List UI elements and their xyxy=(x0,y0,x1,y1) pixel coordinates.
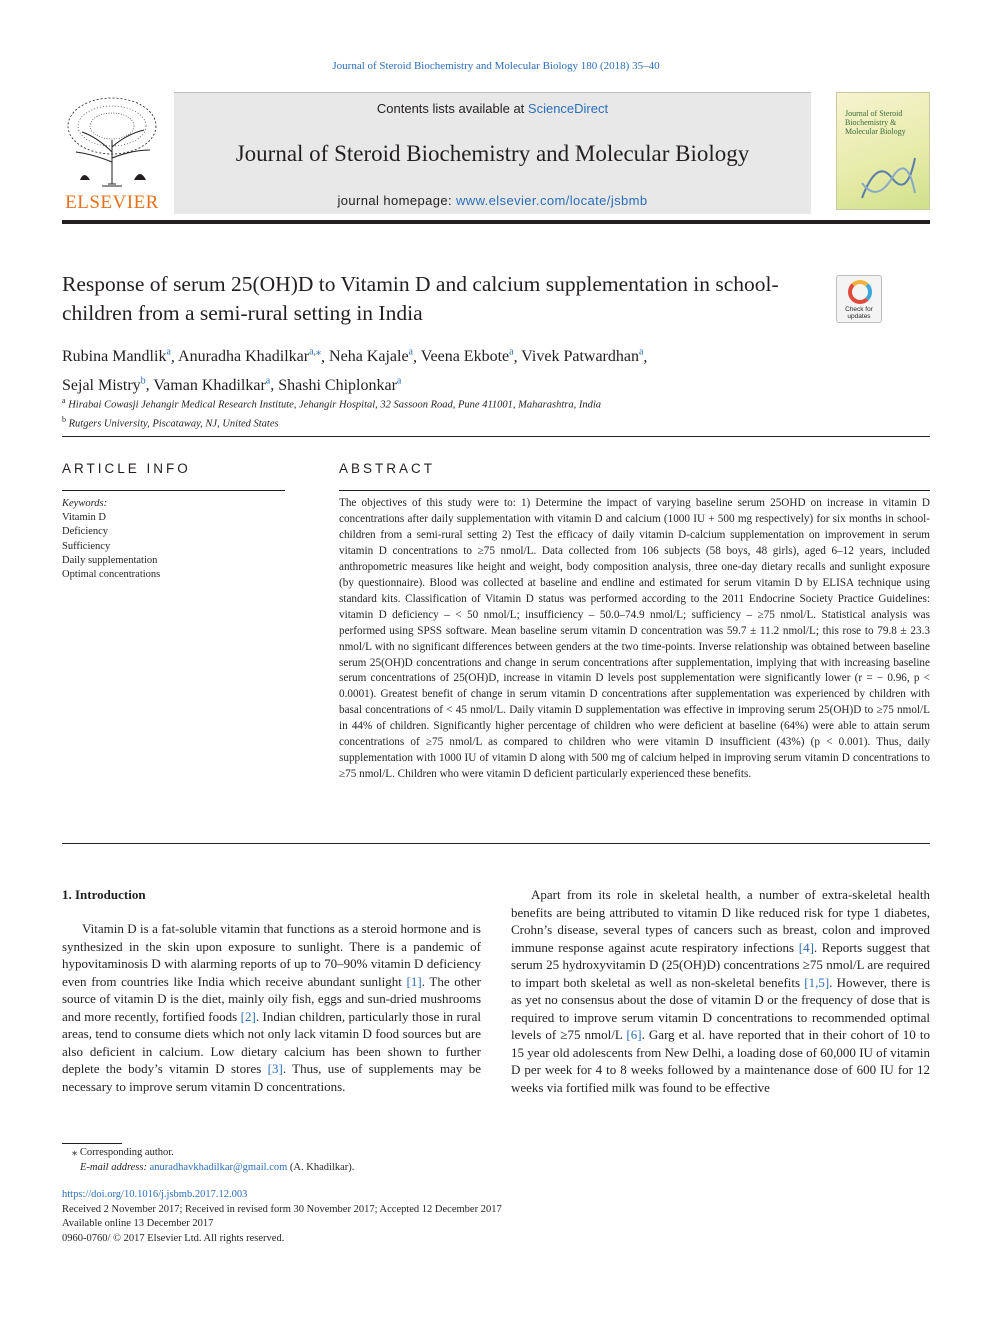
copyright: 0960-0760/ © 2017 Elsevier Ltd. All rights reserved. xyxy=(62,1232,285,1244)
affiliations xyxy=(62,394,922,431)
divider xyxy=(339,490,930,491)
abstract-text: The objectives of this study were to: 1) Determine the impact of varying baseline serum 25OHD on increase in vitamin D concentrations after daily supplementation with vitamin D and calcium (1000 IU + 500 mg respectively) for six months in school-children from a semi-rural setting 2) Test the efficacy of daily vitamin D-calcium supplementation on improvement in serum vitamin D concentrations to ≥75 nmol/L. Data collected from 106 subjects (58 boys, 48 girls), aged 6–12 years, included anthropometric measures like height and weight, body composition analysis, three one-day dietary recalls and sunlight exposure (by questionnaire). Blood was collected at baseline and endline and estimated for serum vitamin D by ELISA technique using standard kits. Classification of Vitamin D status was performed according to the 2011 Endocrine Society Practice Guidelines: vitamin D deficiency – < 50 nmol/L; insufficiency – 50.0–74.9 nmol/L; sufficiency – ≥75 nmol/L. Statistical analysis was performed using SPSS software. Mean baseline serum vitamin D concentration was 59.7 ± 11.2 nmol/L; this rose to 79.8 ± 23.3 nmol/L with no significant differences between genders at the two time-points. Inverse relationship was obtained between baseline serum 25(OH)D concentrations and change in serum concentrations after supplementation, implying that with increasing baseline serum concentrations of 25(OH)D, increase in vitamin D levels post supplementation were significantly lower (r = − 0.96, p < 0.0001). Greatest benefit of change in serum vitamin D concentrations after supplementation was experienced by children with basal concentrations of < 45 nmol/L. Daily vitamin D supplementation was effective in improving serum 25(OH)D to ≥75 nmol/L in 44% of children. Significantly higher percentage of children who were deficient at baseline (64%) were able to attain serum concentrations of ≥75 nmol/L as compared to children who were vitamin D insufficient (43%) (p < 0.001). Thus, daily supplementation with 1000 IU of vitamin D along with 500 mg of calcium helped in improving serum vitamin D concentrations to ≥75 nmol/L. Children who were vitamin D deficient particularly experienced these benefits. xyxy=(339,497,930,781)
author[interactable]: Veena Ekbote$^a$ xyxy=(420,347,514,366)
journal-cover-thumbnail[interactable] xyxy=(836,92,930,210)
body-text: Vitamin D is a fat-soluble vitamin that functions as a steroid hormone and is synthesized in the skin upon exposure to sunlight. There is a pandemic of hypovitaminosis D with alarming reports of up to 70–90% vitamin D deficiency even from countries like India which receive abundant sunlight xyxy=(62,921,481,989)
received-dates: Received 2 November 2017; Received in revised form 30 November 2017; Accepted 12 December 2017 xyxy=(62,1203,502,1215)
reference-link[interactable]: [6] xyxy=(626,1027,642,1042)
check-for-updates-button[interactable] xyxy=(836,275,882,323)
cover-title: Journal of Steroid Biochemistry & Molecular Biology xyxy=(845,109,906,136)
dna-helix-icon xyxy=(857,153,917,203)
body-text: Apart from its role in skeletal health, a number of extra-skeletal health benefits are being attributed to vitamin D like reduced risk for type 1 diabetes, Crohn’s disease, several types of cancers such as breast, colon and improved immune response against acute respiratory infections xyxy=(511,887,930,955)
article-info-heading: ARTICLE INFO xyxy=(62,461,191,476)
corresponding-note: ⁎ Corresponding author. xyxy=(72,1147,174,1158)
author[interactable]: Shashi Chiplonkar$^a$ xyxy=(278,375,402,394)
homepage-link[interactable]: www.elsevier.com/locate/jsbmb xyxy=(456,193,648,208)
body-text: . Reports suggest that serum 25 hydroxyvitamin D (25(OH)D) concentrations ≥75 nmol/L are required to impart both skeletal as well as non-skeletal benefits xyxy=(511,939,930,990)
abstract-heading: ABSTRACT xyxy=(339,461,436,476)
journal-header-box xyxy=(174,92,811,214)
check-updates-label: Check for updates xyxy=(845,306,873,320)
email-note: E-mail address: anuradhavkhadilkar@gmail.com (A. Khadilkar). xyxy=(80,1161,355,1173)
publication-info xyxy=(62,1188,762,1246)
affiliation: $^b$ Rutgers University, Piscataway, NJ, United States xyxy=(62,414,279,429)
elsevier-wordmark: ELSEVIER xyxy=(65,192,159,213)
body-text: . The other source of vitamin D is the diet, mainly oily fish, eggs and sun-dried mushrooms and more recently, fortified foods xyxy=(62,973,481,1024)
introduction-heading: 1. Introduction xyxy=(62,887,146,902)
author[interactable]: Rubina Mandlik$^a$ xyxy=(62,347,171,366)
author[interactable]: Vivek Patwardhan$^a$ xyxy=(521,347,644,366)
contents-prefix: Contents lists available at xyxy=(376,101,528,116)
article-title: Response of serum 25(OH)D to Vitamin D and calcium supplementation in school-children from a semi-rural setting in India xyxy=(62,272,779,325)
homepage-line xyxy=(174,193,811,208)
reference-link[interactable]: [1] xyxy=(406,973,422,989)
reference-link[interactable]: [3] xyxy=(267,1061,283,1076)
journal-masthead xyxy=(62,92,930,224)
sciencedirect-link[interactable]: ScienceDirect xyxy=(527,101,609,116)
reference-link[interactable]: [2] xyxy=(240,1008,256,1024)
check-updates-icon xyxy=(848,280,872,304)
journal-citation-link[interactable]: Journal of Steroid Biochemistry and Molecular Biology 180 (2018) 35–40 xyxy=(332,60,660,72)
body-text: . Indian children, particularly those in rural areas, tend to consume diets which not only lack vitamin D food sources but are also deficient in calcium. Low dietary calcium has been shown to further deplete the body’s vitamin D stores xyxy=(62,1008,482,1076)
divider xyxy=(62,490,285,491)
keyword: Vitamin D xyxy=(62,512,106,524)
journal-title: Journal of Steroid Biochemistry and Molecular Biology xyxy=(235,141,750,166)
keyword: Optimal concentrations xyxy=(62,569,161,581)
keyword: Daily supplementation xyxy=(62,554,158,566)
footnote-rule xyxy=(62,1143,122,1144)
body-text: . Thus, use of supplements may be necessary to improve serum vitamin D concentrations. xyxy=(62,1061,481,1094)
divider xyxy=(62,843,930,844)
reference-link[interactable]: [4] xyxy=(798,939,814,955)
divider xyxy=(62,436,930,437)
homepage-prefix: journal homepage: xyxy=(337,193,456,208)
author[interactable]: Anuradha Khadilkar$^{a,⁎}$ xyxy=(178,347,322,366)
author[interactable]: Neha Kajale$^a$ xyxy=(329,347,413,366)
masthead-rule xyxy=(62,220,930,224)
author-list: Rubina Mandlik$^a$, Anuradha Khadilkar$^{a,⁎}$, Neha Kajale$^a$, Veena Ekbote$^a$, Vivek Patwardhan$^a$, Sejal Mistry$^b$, Vaman Khadilkar$^a$, Shashi Chiplonkar$^a$ xyxy=(62,347,648,394)
keyword: Deficiency xyxy=(62,526,109,538)
introduction-right-column xyxy=(511,886,930,1096)
body-text: . Garg et al. have reported that in their cohort of 10 to 15 year old adolescents from New Delhi, a loading dose of 60,000 IU of vitamin D per week for 4 to 8 weeks followed by a maintenance dose of 600 IU for 12 weeks via fortified milk was found to be effective xyxy=(511,1027,930,1095)
email-link[interactable]: anuradhavkhadilkar@gmail.com xyxy=(149,1161,288,1173)
author[interactable]: Vaman Khadilkar$^a$ xyxy=(153,375,271,394)
keyword: Sufficiency xyxy=(62,540,111,552)
body-text: . However, there is as yet no consensus about the dose of vitamin D or the frequency of dose that is required to improve serum vitamin D concentrations to recommended optimal levels of ≥75 nmol/L xyxy=(511,974,930,1042)
keywords-block xyxy=(62,497,285,582)
introduction-left-column xyxy=(62,920,481,1095)
reference-link[interactable]: [1,5] xyxy=(804,974,830,990)
contents-line xyxy=(174,101,811,116)
doi-link[interactable]: https://doi.org/10.1016/j.jsbmb.2017.12.003 xyxy=(62,1189,248,1200)
affiliation: $^a$ Hirabai Cowasji Jehangir Medical Research Institute, Jehangir Hospital, 32 Sassoon Road, Pune 411001, Maharashtra, India xyxy=(62,396,602,411)
keywords-label: Keywords: xyxy=(62,498,108,509)
author[interactable]: Sejal Mistry$^b$ xyxy=(62,375,146,394)
online-date: Available online 13 December 2017 xyxy=(62,1218,214,1229)
footnotes xyxy=(62,1146,662,1175)
